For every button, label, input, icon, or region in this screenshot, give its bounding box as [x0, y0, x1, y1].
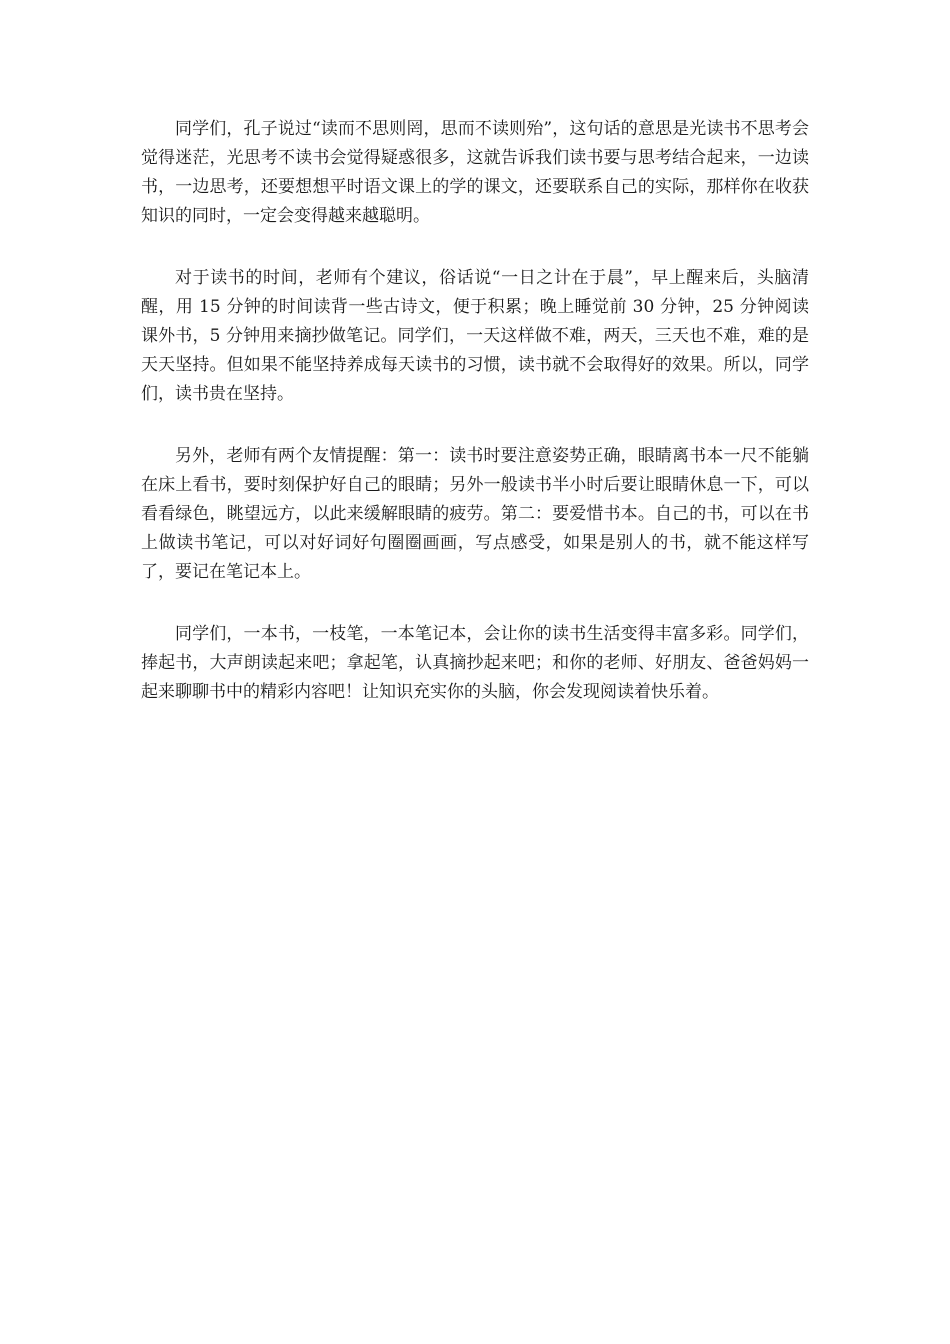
paragraph-3: 另外，老师有两个友情提醒：第一：读书时要注意姿势正确，眼睛离书本一尺不能躺在床上看书，要时刻保护好自己的眼睛；另外一般读书半小时后要让眼睛休息一下，可以看看绿色，眺望远方，以此来缓解眼睛的疲劳。第二：要爱惜书本。自己的书，可以在书上做读书笔记，可以对好词好句圈圈画画，写点感受，如果是别人的书，就不能这样写了，要记在笔记本上。	[141, 446, 809, 582]
paragraph-1: 同学们，孔子说过“读而不思则罔，思而不读则殆”，这句话的意思是光读书不思考会觉得迷茫，光思考不读书会觉得疑惑很多，这就告诉我们读书要与思考结合起来，一边读书，一边思考，还要想想平时语文课上的学的课文，还要联系自己的实际，那样你在收获知识的同时，一定会变得越来越聪明。	[141, 119, 809, 226]
paragraph-2: 对于读书的时间，老师有个建议，俗话说“一日之计在于晨”，早上醒来后，头脑清醒，用 15 分钟的时间读背一些古诗文，便于积累；晚上睡觉前 30 分钟，25 分钟阅读课外书，5 分钟用来摘抄做笔记。同学们，一天这样做不难，两天，三天也不难，难的是天天坚持。但如果不能坚持养成每天读书的习惯，读书就不会取得好的效果。所以，同学们，读书贵在坚持。	[141, 268, 809, 404]
paragraph-4: 同学们，一本书，一枝笔，一本笔记本，会让你的读书生活变得丰富多彩。同学们，捧起书，大声朗读起来吧；拿起笔，认真摘抄起来吧；和你的老师、好朋友、爸爸妈妈一起来聊聊书中的精彩内容吧！让知识充实你的头脑，你会发现阅读着快乐着。	[141, 624, 809, 702]
document-body	[141, 115, 809, 740]
